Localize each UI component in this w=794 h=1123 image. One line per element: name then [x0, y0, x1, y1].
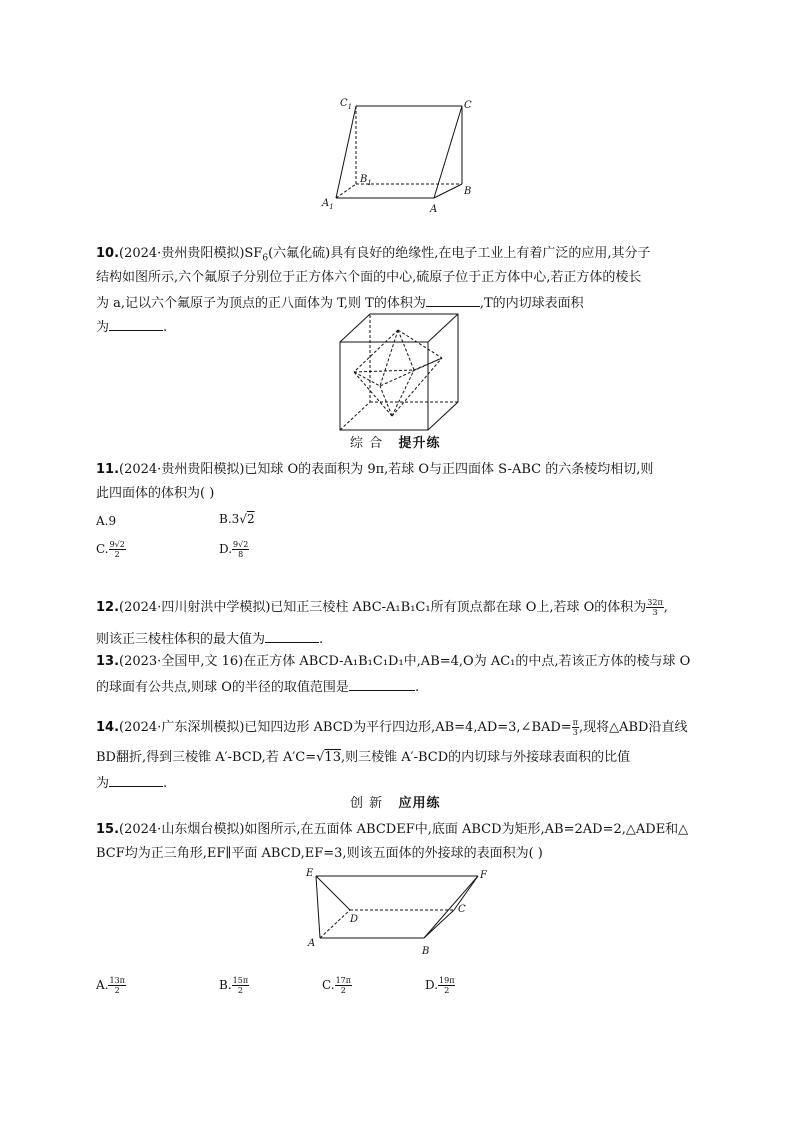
q15-text1: (2024·山东烟台模拟)如图所示,在五面体 ABCDEF中,底面 ABCD为矩形,AB=2AD=2,△ADE和△: [119, 822, 689, 837]
q14-rad: 13: [324, 750, 341, 765]
section-heading-comprehensive: [350, 436, 441, 452]
q13-text2: 的球面有公共点,则球 O的半径的取值范围是: [96, 680, 349, 695]
q11-option-c[interactable]: [96, 540, 126, 559]
q12-text1-end: ,: [663, 600, 668, 615]
q10-text4-end: .: [163, 320, 168, 335]
q15-option-b-label: B.: [219, 978, 232, 992]
q13-text2-end: .: [414, 680, 420, 695]
q12-text1: (2024·四川射洪中学模拟)已知正三棱柱 ABC-A₁B₁C₁所有顶点都在球 O上,若球 O的体积为: [119, 600, 647, 615]
q15-option-a-label: A.: [96, 978, 109, 992]
q14-number: 14.: [96, 720, 120, 735]
q11-option-d[interactable]: [219, 540, 249, 559]
q12-frac-den: 3: [652, 608, 658, 617]
q11-number: 11.: [96, 462, 120, 477]
prism-figure: [318, 92, 478, 216]
q10-line4: [96, 318, 167, 336]
q11-option-b-rad: 2: [246, 512, 255, 526]
q12-text2: 则该正三棱柱体积的最大值为: [96, 632, 266, 647]
q10-line2: 结构如图所示,六个氟原子分别位于正方体六个面的中心,硫原子位于正方体中心,若正方体的棱长: [96, 270, 642, 285]
q15-line2: BCF均为正三角形,EF∥平面 ABCD,EF=3,则该五面体的外接球的表面积为( ): [96, 846, 543, 861]
q15-d-num: 19π: [439, 976, 455, 985]
q11-line1: [96, 462, 653, 478]
q13-line2: [96, 678, 419, 696]
label-d: D: [350, 914, 359, 925]
q14-text1: (2024·广东深圳模拟)已知四边形 ABCD为平行四边形,AB=4,AD=3,∠BAD=: [119, 720, 572, 735]
label-b: B: [422, 946, 430, 957]
section1-right: 提升练: [398, 436, 441, 451]
q14-text1-end: ,现将△ABD沿直线: [578, 720, 688, 735]
q11-d-den: 8: [238, 550, 244, 559]
q15-d-den: 2: [444, 986, 450, 995]
q11-option-a[interactable]: A.9: [96, 514, 117, 528]
q15-c-num: 17π: [335, 976, 352, 985]
q14-line1: [96, 718, 687, 737]
q10-line1: [96, 246, 650, 267]
q11-line2: 此四面体的体积为( ): [96, 486, 215, 501]
label-a: A: [430, 204, 438, 215]
q12-blank[interactable]: [265, 630, 319, 643]
label-a: A: [308, 938, 316, 949]
q11-text1: (2024·贵州贵阳模拟)已知球 O的表面积为 9π,若球 O与正四面体 S-ABC 的六条棱均相切,则: [119, 462, 654, 477]
q14-frac-num: π: [572, 718, 578, 727]
q15-option-d[interactable]: [425, 976, 455, 995]
q10-sub: 6: [262, 253, 269, 264]
q10-text1b: (六氟化硫)具有良好的绝缘性,在电子工业上有着广泛的应用,其分子: [268, 246, 651, 261]
q11-option-b-label: B.3: [219, 512, 240, 526]
q15-b-den: 2: [237, 986, 243, 995]
label-f: F: [480, 870, 487, 881]
cube-octahedron-figure: [336, 310, 462, 434]
q11-option-d-label: D.: [219, 542, 233, 556]
q10-text3b: ,T的内切球表面积: [479, 296, 584, 311]
q10-text1: (2024·贵州贵阳模拟)SF: [119, 246, 263, 261]
q14-text2b: ,则三棱锥 A′-BCD的内切球与外接球表面积的比值: [340, 750, 631, 765]
section-heading-innovation: [350, 796, 441, 812]
q14-line3: [96, 774, 167, 792]
q12-frac-num: 32π: [647, 598, 663, 607]
q14-text3: 为: [96, 776, 110, 791]
q15-line1: [96, 822, 688, 838]
q14-frac-den: 3: [572, 728, 578, 737]
q14-text3-end: .: [163, 776, 168, 791]
q15-option-c[interactable]: [322, 976, 352, 995]
label-c1: $C_1$: [340, 98, 353, 111]
q11-option-c-label: C.: [96, 542, 109, 556]
q11-c-den: 2: [114, 550, 120, 559]
q12-line2: [96, 630, 323, 648]
q14-line2: BD翻折,得到三棱锥 A′-BCD,若 A′C=√13,则三棱锥 A′-BCD的内切球与外接球表面积的比值: [96, 750, 631, 765]
q13-blank[interactable]: [349, 678, 415, 691]
section1-left: 综 合: [350, 436, 384, 451]
label-b1: $B_1$: [360, 174, 372, 187]
q12-line1: [96, 598, 668, 617]
section2-left: 创 新: [350, 796, 384, 811]
q12-number: 12.: [96, 600, 120, 615]
q15-option-d-label: D.: [425, 978, 439, 992]
q10-text3a: 为 a,记以六个氟原子为顶点的正八面体为 T,则 T的体积为: [96, 296, 426, 311]
q10-blank1[interactable]: [426, 294, 480, 307]
q11-c-num: 9√2: [109, 540, 125, 549]
q14-blank[interactable]: [109, 774, 163, 787]
q13-line1: [96, 654, 690, 670]
q15-c-den: 2: [340, 986, 346, 995]
q15-option-b[interactable]: [219, 976, 249, 995]
q15-b-num: 15π: [232, 976, 249, 985]
q11-option-b[interactable]: B.3√2: [219, 512, 255, 526]
q15-a-den: 2: [114, 986, 120, 995]
q10-text4: 为: [96, 320, 110, 335]
label-e: E: [306, 868, 314, 879]
label-c: C: [464, 100, 472, 111]
q15-option-c-label: C.: [322, 978, 335, 992]
q14-text2a: BD翻折,得到三棱锥 A′-BCD,若 A′C=: [96, 750, 317, 765]
label-b: B: [464, 186, 472, 197]
q10-number: 10.: [96, 246, 120, 261]
label-c: C: [458, 904, 466, 915]
q15-a-num: 13π: [109, 976, 125, 985]
q12-text2-end: .: [319, 632, 324, 647]
section2-right: 应用练: [398, 796, 441, 811]
q15-option-a[interactable]: [96, 976, 126, 995]
q10-blank2[interactable]: [109, 318, 163, 331]
q13-text1: (2023·全国甲,文 16)在正方体 ABCD-A₁B₁C₁D₁中,AB=4,O为 AC₁的中点,若该正方体的棱与球 O: [119, 654, 691, 669]
q15-number: 15.: [96, 822, 120, 837]
pentahedron-figure: [302, 866, 498, 962]
q11-d-num: 9√2: [233, 540, 249, 549]
label-a1: $A_1$: [322, 198, 334, 211]
q13-number: 13.: [96, 654, 120, 669]
